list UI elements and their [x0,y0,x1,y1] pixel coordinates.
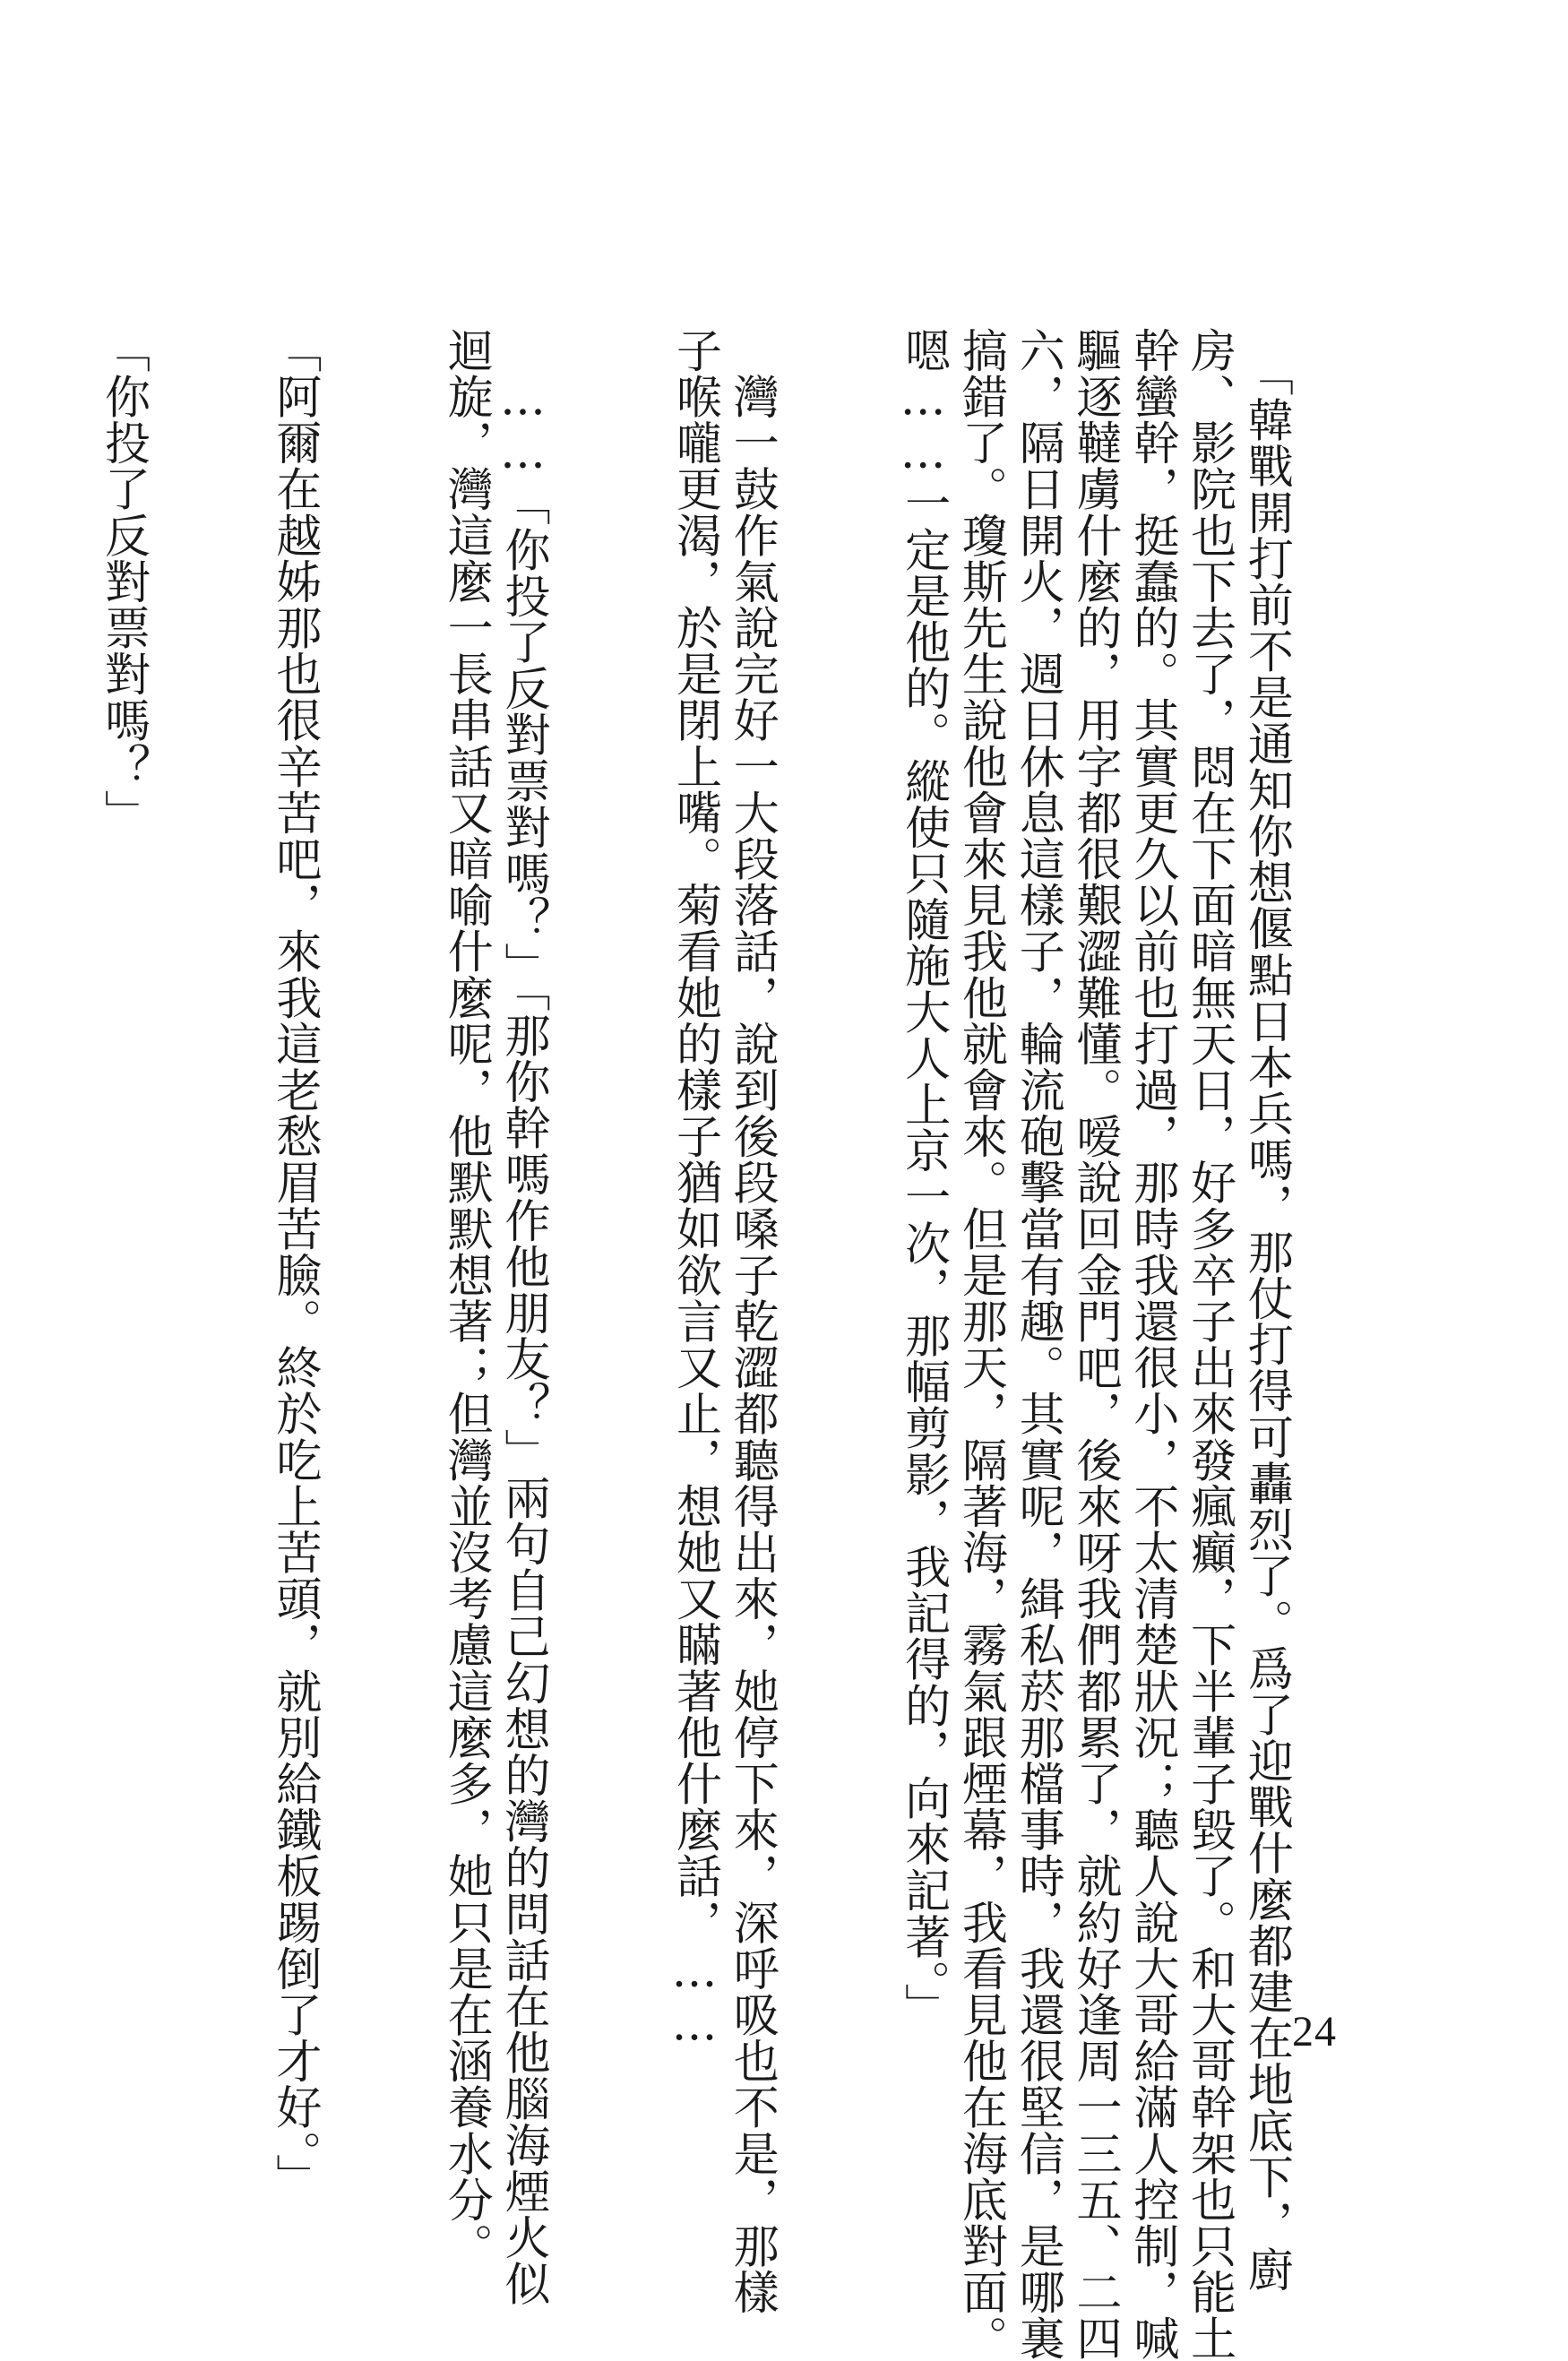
page-number: 24 [1292,2008,1337,2055]
paragraph-voted-against: 「你投了反對票對嗎？」 [96,327,150,836]
paragraph-korean-war-monologue: 「韓戰開打前不是通知你想偃點日本兵嗎，那仗打得可轟烈了。爲了迎戰什麼都建在地底下，廚 房、影院也下去了，悶在下面暗無天日，好多卒子出來發瘋癲，下半輩子毀了。和大哥幹架也只能土 幹蠻幹，挺蠢的。其實更久以前也打過，那時我還很小，不太清楚狀況；聽人說大哥給滿人控制，喊 驅逐韃虜什麼的，用字都很艱澀難懂。嗳說回金門吧，後來呀我們都累了，就約好逢周一三五、二四 六，隔日開火，週日休息這樣子，輪流砲擊當有趣。其實呢，緝私菸那檔事時，我還很堅信，是哪裏 搞錯了。瓊斯先生說他會來見我他就會來。但是那天，隔著海，霧氣跟煙幕，我看見他在海底對面。 嗯……一定是他的。縱使只隨施大人上京一次，那幅剪影，我記得的，向來記著。」 [896,327,1293,2361]
paragraph-wan-finishes-speech: 灣一鼓作氣說完好一大段落話，說到後段嗓子乾澀都聽得出來，她停下來，深呼吸也不是，那樣 子喉嚨更渴，於是閉上嘴。菊看她的樣子猶如欲言又止，想她又瞞著他什麼話，…… [668,327,779,2315]
paragraph-imagined-questions: ……「你投了反對票對嗎？」「那你幹嗎作他朋友？」兩句自己幻想的灣的問話在他腦海煙火似 迴旋，灣這麼一長串話又暗喻什麼呢，他默默想著；但灣並沒考慮這麼多，她只是在涵養水分。 [439,327,550,2307]
paragraph-al-remark: 「阿爾在越姊那也很辛苦吧，來我這老愁眉苦臉。終於吃上苦頭，就別給鐵板踢倒了才好。」 [267,327,321,2201]
